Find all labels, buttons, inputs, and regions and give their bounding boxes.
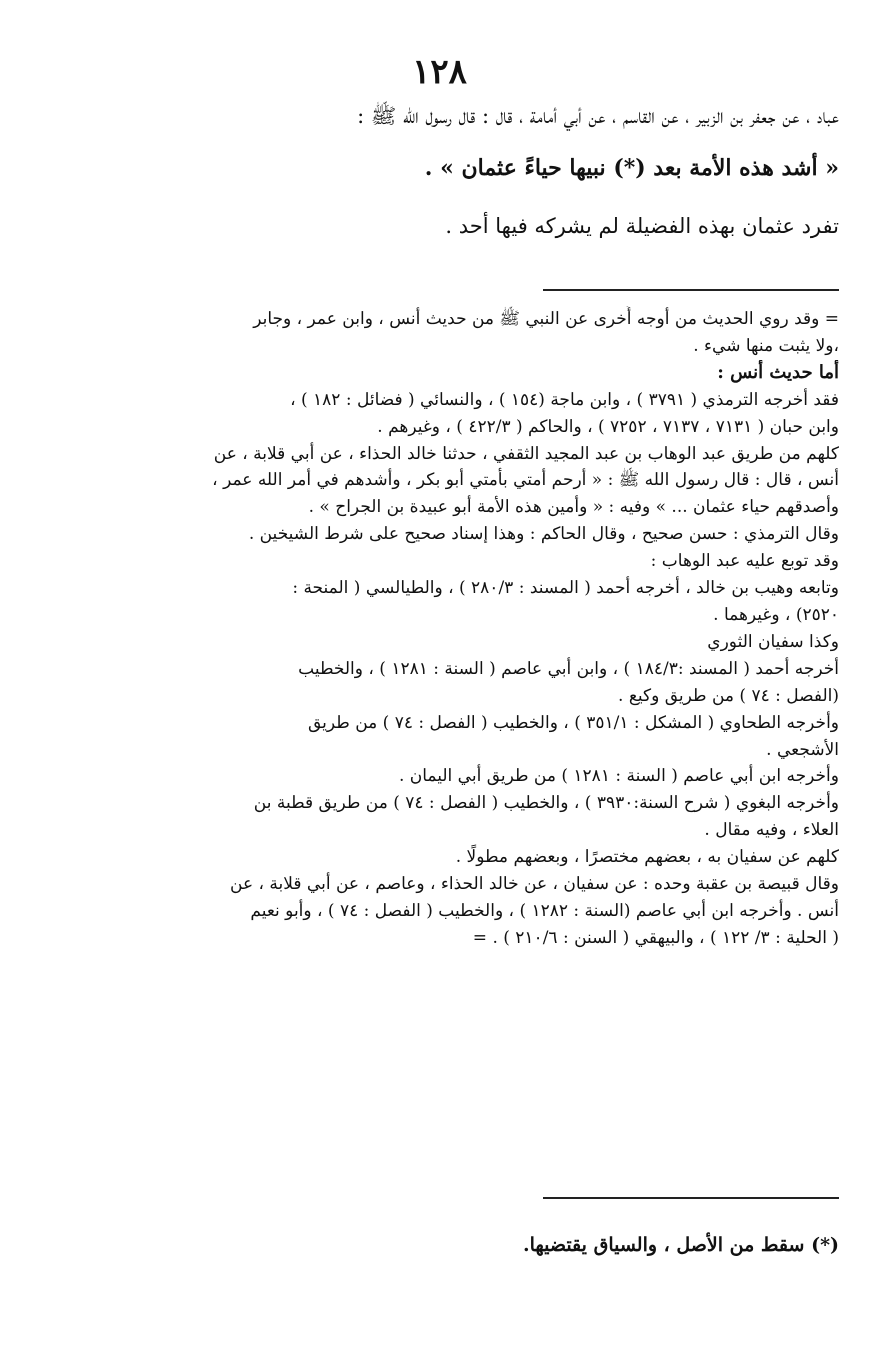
note-line: وقال الترمذي : حسن صحيح ، وقال الحاكم : وهذا إسناد صحيح على شرط الشيخين .: [248, 524, 839, 545]
note-line: أخرجه أحمد ( المسند :١٨٤/٣ ) ، وابن أبي عاصم ( السنة : ١٢٨١ ) ، والخطيب: [298, 658, 839, 679]
note-line: الأشجعي .: [766, 739, 839, 760]
commentary-line: تفرد عثمان بهذه الفضيلة لم يشركه فيها أحد .: [445, 214, 839, 238]
note-line: (الفصل : ٧٤ ) من طريق وكيع .: [618, 685, 839, 706]
note-line: أنس . وأخرجه ابن أبي عاصم (السنة : ١٢٨٢ ) ، والخطيب ( الفصل : ٧٤ ) ، وأبو نعيم: [250, 900, 839, 921]
note-line: أنس ، قال : قال رسول الله ﷺ : « أرحم أمتي بأمتي أبو بكر ، وأشدهم في أمر الله عمر ،: [212, 470, 839, 491]
note-line: وأخرجه البغوي ( شرح السنة:٣٩٣٠ ) ، والخطيب ( الفصل : ٧٤ ) من طريق قطبة بن: [253, 793, 839, 814]
note-line: العلاء ، وفيه مقال .: [704, 820, 839, 841]
note-line: ٢٥٢٠) ، وغيرهما .: [713, 604, 839, 625]
note-heading: أما حديث أنس :: [717, 361, 839, 383]
isnad-line: عباد ، عن جعفر بن الزبير ، عن القاسم ، عن أبي أمامة ، قال : قال رسول الله ﷺ :: [357, 104, 839, 128]
note-line: كلهم من طريق عبد الوهاب بن عبد المجيد الثقفي ، حدثنا خالد الحذاء ، عن أبي قلابة ، عن: [213, 443, 839, 464]
note-line: وأصدقهم حياء عثمان ... » وفيه : « وأمين هذه الأمة أبو عبيدة بن الجراح » .: [308, 497, 839, 518]
note-line: ( الحلية : ٣/ ١٢٢ ) ، والبيهقي ( السنن : ٢١٠/٦ ) . =: [472, 927, 839, 948]
main-text: [39, 98, 839, 244]
note-line: وابن حبان ( ٧١٣١ ، ٧١٣٧ ، ٧٢٥٢ ) ، والحاكم ( ٤٢٢/٣ ) ، وغيرهم .: [377, 416, 839, 437]
footnote-divider-bottom: [543, 1197, 839, 1199]
hadith-text: « أشد هذه الأمة بعد (*) نبيها حياءً عثمان » .: [424, 155, 839, 181]
note-line: وكذا سفيان الثوري: [707, 631, 839, 652]
editor-footnote: (*) سقط من الأصل ، والسياق يقتضيها.: [522, 1234, 839, 1256]
note-line: فقد أخرجه الترمذي ( ٣٧٩١ ) ، وابن ماجة (١٥٤ ) ، والنسائي ( فضائل : ١٨٢ ) ،: [290, 389, 839, 410]
note-line: وقال قبيصة بن عقبة وحده : عن سفيان ، عن خالد الحذاء ، وعاصم ، عن أبي قلابة ، عن: [230, 874, 839, 895]
note-line: وتابعه وهيب بن خالد ، أخرجه أحمد ( المسند : ٢٨٠/٣ ) ، والطيالسي ( المنحة :: [292, 578, 839, 599]
note-line: وأخرجه ابن أبي عاصم ( السنة : ١٢٨١ ) من طريق أبي اليمان .: [398, 766, 839, 787]
note-line: وأخرجه الطحاوي ( المشكل : ٣٥١/١ ) ، والخطيب ( الفصل : ٧٤ ) من طريق: [307, 712, 839, 733]
footnote-divider-top: [543, 289, 839, 291]
note-line: كلهم عن سفيان به ، بعضهم مختصرًا ، وبعضهم مطولًا .: [455, 847, 839, 868]
note-line: وقد توبع عليه عبد الوهاب :: [650, 551, 839, 572]
note-line: ،ولا يثبت منها شيء .: [693, 335, 839, 356]
note-line: = وقد روي الحديث من أوجه أُخرى عن النبي ﷺ من حديث أنس ، وابن عمر ، وجابر: [253, 309, 839, 329]
page-number: ١٢٨: [412, 52, 467, 92]
takhrij-notes: [39, 306, 839, 952]
